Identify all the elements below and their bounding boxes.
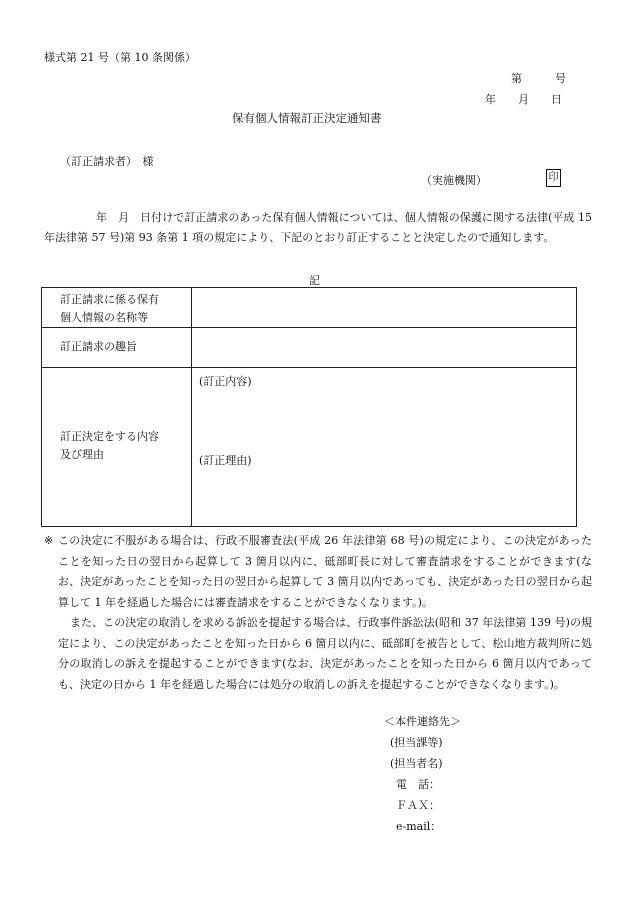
contact-heading: ＜本件連絡先＞ [384,715,461,728]
issue-date: 年 月 日 [485,93,562,106]
row-label-request-purpose [42,328,192,368]
row1-label-line2: 個人情報の名称等 [60,311,148,324]
appeal-note-1: この決定に不服がある場合は、行政不服審査法(平成 26 年法律第 68 号)の規定により、この決定があったことを知った日の翌日から起算して 3 箇月以内に、砥部町長に対して審査請求をすることができます(なお、決定があったことを知った日の翌日から起算して 3 箇月以内であっても、決定があった日の翌日から起算して 1 年を経過した場合には審査請求をすることができなくなります。)。 [58,534,592,609]
agency-label: （実施機関） [421,174,487,187]
row3-label-line2: 及び理由 [60,448,104,461]
form-number: 様式第 21 号（第 10 条関係） [44,51,196,64]
row-value-target-info [192,288,577,328]
issue-number: 第 号 [511,72,566,85]
appeal-notes [44,531,592,695]
ki-label: 記 [309,274,320,287]
row3-label-line1: 訂正決定をする内容 [60,430,159,443]
row1-label-line1: 訂正請求に係る保有 [60,293,159,306]
row-label-decision [42,368,192,527]
contact-dept: (担当課等) [390,736,443,749]
contact-fax: ＦＡＸ： [396,799,440,812]
requester-line: （訂正請求者） 様 [60,155,154,168]
correction-content-label: (訂正内容) [199,375,252,388]
row-label-target-info [42,288,192,328]
contact-block [384,711,461,837]
table-row [42,288,577,328]
note-mark: ※ [44,534,54,547]
contact-phone: 電 話： [396,778,440,791]
row2-label: 訂正請求の趣旨 [60,340,137,353]
table-row [42,328,577,368]
table-row [42,368,577,527]
contact-person: (担当者名) [390,757,443,770]
row-value-request-purpose [192,328,577,368]
decision-table [41,287,577,527]
document-title: 保有個人情報訂正決定通知書 [232,111,382,125]
appeal-note-2: また、この決定の取消しを求める訴訟を提起する場合は、行政事件訴訟法(昭和 37 年法律第 139 号)の規定により、この決定があったことを知った日から 6 箇月以内に、砥部町を被告として、松山地方裁判所に処分の取消しの訴えを提起することができます(なお、決定があったことを知った日から 6 箇月以内であっても、決定の日から 1 年を経過した場合には処分の取消しの訴えを提起することができなくなります。)。 [58,616,592,691]
correction-reason-label: (訂正理由) [199,454,252,467]
contact-email: e-mail： [396,820,442,833]
notice-paragraph: 年 月 日付けで訂正請求のあった保有個人情報については、個人情報の保護に関する法律(平成 15 年法律第 57 号)第 93 条第 1 項の規定により、下記のとおり訂正することと決定したので通知します。 [44,211,592,244]
seal-box: 印 [546,169,561,187]
row-value-decision [192,368,577,527]
